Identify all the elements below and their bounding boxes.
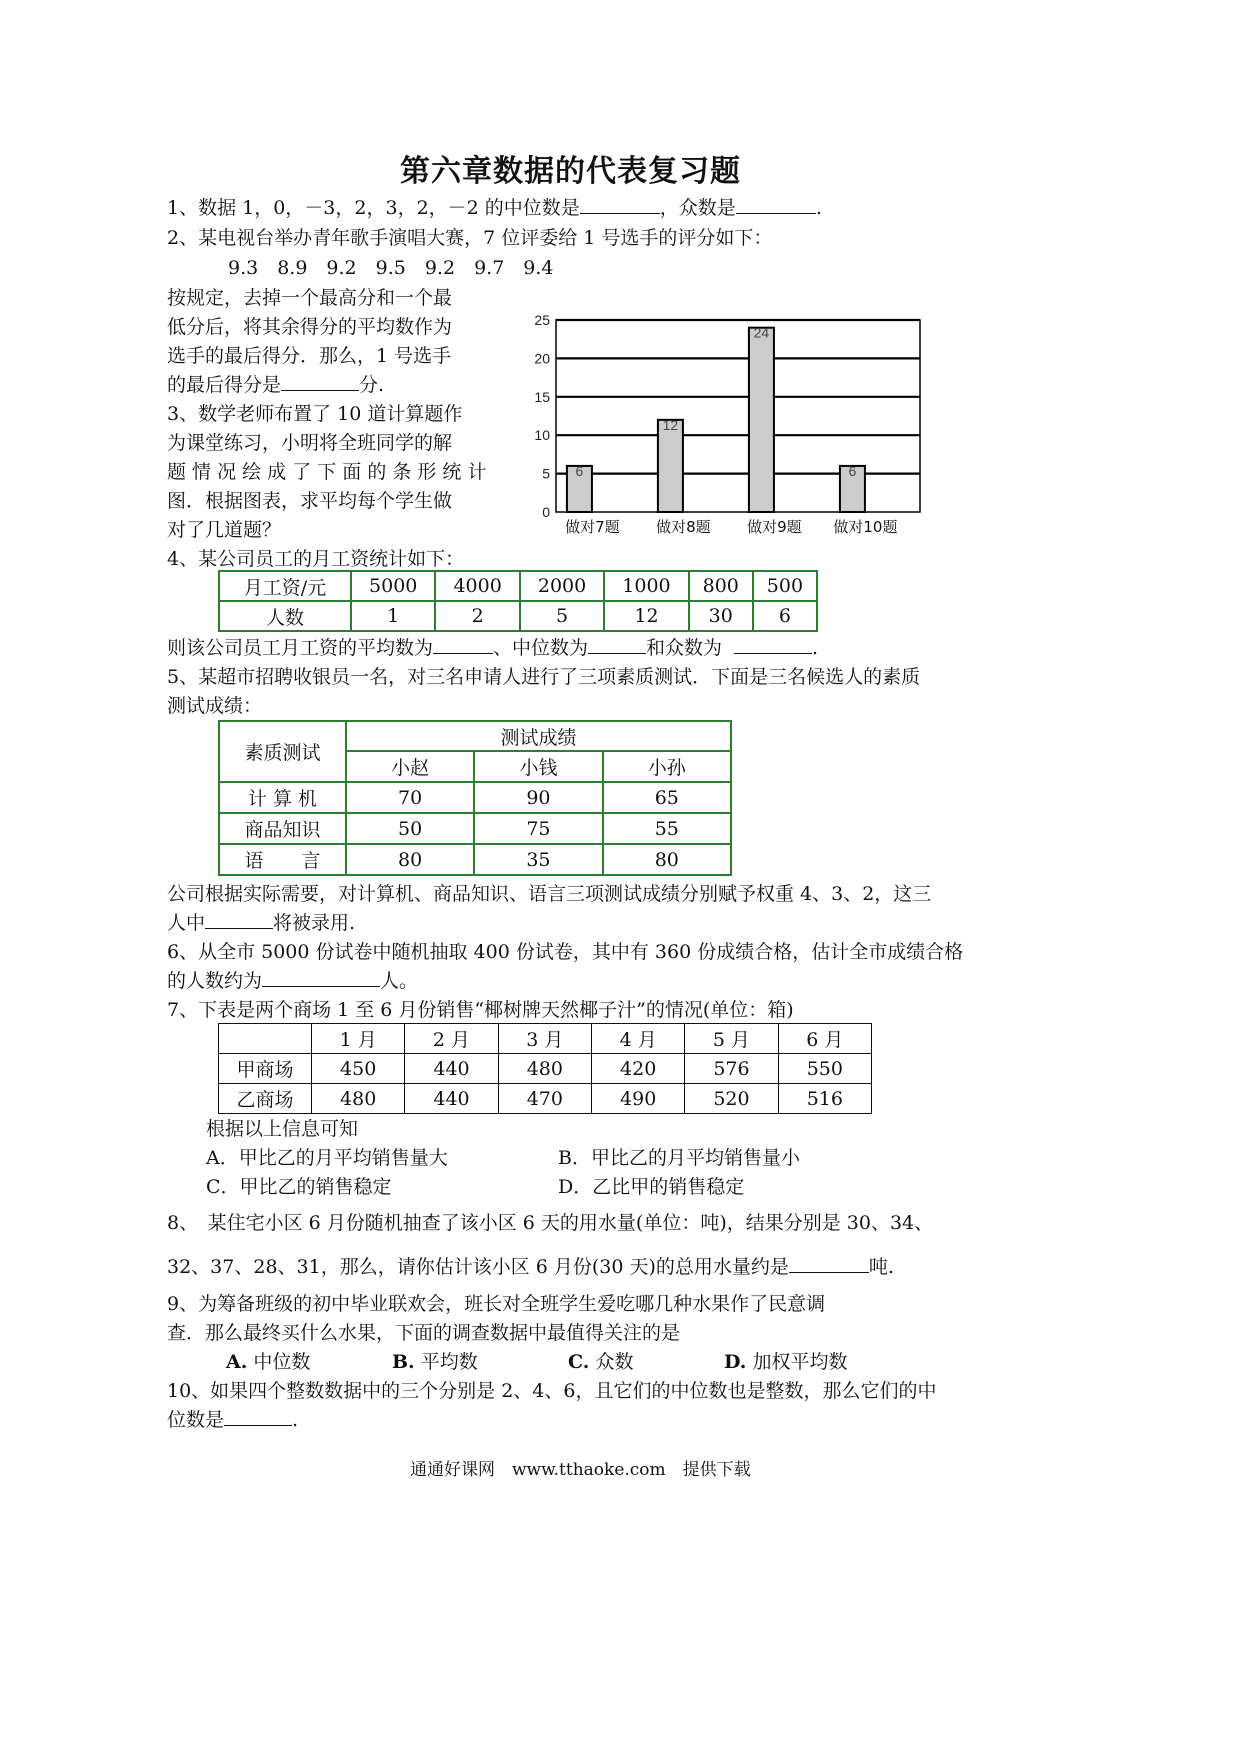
score-cell: 80 xyxy=(346,844,474,875)
sales-month: 4 月 xyxy=(591,1024,684,1054)
sales-cell: 440 xyxy=(405,1054,498,1084)
sales-month: 3 月 xyxy=(498,1024,591,1054)
q9-option-d[interactable] xyxy=(724,1346,847,1378)
bar-chart xyxy=(520,300,940,545)
salary-table xyxy=(218,570,818,632)
sales-table xyxy=(218,1023,872,1114)
sales-cell: 420 xyxy=(591,1054,684,1084)
q5-text-b: 将被录用. xyxy=(273,912,356,934)
sales-cell: 520 xyxy=(685,1084,778,1114)
bar-data-label: 6 xyxy=(848,462,857,479)
sales-cell: 480 xyxy=(498,1054,591,1084)
score-cell: 65 xyxy=(603,782,731,813)
candidate-name: 小孙 xyxy=(603,751,731,782)
score-cell: 70 xyxy=(346,782,474,813)
q3-line-4: 图．根据图表，求平均每个学生做 xyxy=(167,490,453,512)
sales-cell: 440 xyxy=(405,1084,498,1114)
q9-line-1: 9、为筹备班级的初中毕业联欢会，班长对全班学生爱吃哪几种水果作了民意调 xyxy=(167,1293,826,1315)
q8-line-1: 8、 某住宅小区 6 月份随机抽查了该小区 6 天的用水量(单位：吨)，结果分别是 30、34、 xyxy=(167,1212,934,1234)
q5-blank-hired[interactable] xyxy=(205,908,273,929)
sales-month: 6 月 xyxy=(778,1024,871,1054)
q5-after-2 xyxy=(167,907,355,939)
q2-line-1: 2、某电视台举办青年歌手演唱大赛，7 位评委给 1 号选手的评分如下： xyxy=(167,227,773,249)
sales-cell: 550 xyxy=(778,1054,871,1084)
q1-blank-mode[interactable] xyxy=(736,193,816,214)
q2-line-3: 低分后，将其余得分的平均数作为 xyxy=(167,316,453,338)
y-tick-label: 20 xyxy=(534,350,550,367)
salary-cell: 800 xyxy=(689,571,753,601)
page-title: 第六章数据的代表复习题 xyxy=(400,154,741,189)
q1-text-a: 1、数据 1，0，－3，2，3，2，－2 的中位数是 xyxy=(167,197,580,219)
bar-data-label: 12 xyxy=(662,416,679,433)
salary-cell: 5000 xyxy=(351,571,435,601)
q4-intro: 4、某公司员工的月工资统计如下： xyxy=(167,548,465,570)
bar-data-label: 24 xyxy=(753,324,770,341)
q7-option-c[interactable]: C．甲比乙的销售稳定 xyxy=(206,1176,392,1198)
q5-line-1: 5、某超市招聘收银员一名，对三名申请人进行了三项素质测试．下面是三名候选人的素质 xyxy=(167,666,921,688)
score-cell: 50 xyxy=(346,813,474,844)
q8-line-2 xyxy=(167,1251,894,1283)
q2-blank-score[interactable] xyxy=(281,370,359,391)
y-tick-label: 15 xyxy=(534,388,550,405)
score-row xyxy=(219,844,731,875)
sales-month: 2 月 xyxy=(405,1024,498,1054)
q2-line-5 xyxy=(167,369,384,401)
sales-month: 5 月 xyxy=(685,1024,778,1054)
q4-text-a: 则该公司员工月工资的平均数为 xyxy=(167,637,434,659)
q8-text-a: 32、37、28、31，那么，请你估计该小区 6 月份(30 天)的总用水量约是 xyxy=(167,1256,789,1278)
q3-line-1: 3、数学老师布置了 10 道计算题作 xyxy=(167,403,463,425)
x-category-label: 做对8题 xyxy=(656,518,711,536)
page-footer: 通通好课网 www.tthaoke.com 提供下载 xyxy=(410,1460,751,1480)
score-row xyxy=(219,782,731,813)
q4-question xyxy=(167,632,818,664)
x-category-label: 做对10题 xyxy=(833,518,898,536)
salary-cell: 1000 xyxy=(604,571,688,601)
score-cell: 75 xyxy=(474,813,602,844)
q4-blank-mode[interactable] xyxy=(734,633,812,654)
q9-option-c[interactable] xyxy=(568,1346,633,1378)
x-category-label: 做对7题 xyxy=(565,518,620,536)
candidate-name: 小赵 xyxy=(346,751,474,782)
sales-row-label: 乙商场 xyxy=(219,1084,312,1114)
q9-option-a-letter: A. xyxy=(226,1351,248,1373)
q9-option-a[interactable] xyxy=(226,1346,310,1378)
q1-blank-median[interactable] xyxy=(580,193,660,214)
q8-text-b: 吨. xyxy=(868,1256,894,1278)
candidate-name: 小钱 xyxy=(474,751,602,782)
q3-line-3: 题 情 况 绘 成 了 下 面 的 条 形 统 计 xyxy=(167,461,487,483)
q6-text-a: 的人数约为 xyxy=(167,970,263,992)
headcount-cell: 1 xyxy=(351,601,435,631)
q4-blank-mean[interactable] xyxy=(433,633,493,654)
q10-blank-median[interactable] xyxy=(224,1405,292,1426)
salary-cell: 500 xyxy=(753,571,817,601)
q3-line-2: 为课堂练习，小明将全班同学的解 xyxy=(167,432,453,454)
q2-line-2: 按规定，去掉一个最高分和一个最 xyxy=(167,287,453,309)
score-cell: 80 xyxy=(603,844,731,875)
q9-option-b-text: 平均数 xyxy=(420,1351,478,1373)
sales-cell: 490 xyxy=(591,1084,684,1114)
sales-header-empty xyxy=(219,1024,312,1054)
score-header-row xyxy=(219,721,731,751)
q7-intro: 7、下表是两个商场 1 至 6 月份销售“椰树牌天然椰子汁”的情况(单位：箱) xyxy=(167,999,794,1021)
q5-text-a: 人中 xyxy=(167,912,206,934)
headcount-cell: 人数 xyxy=(219,601,351,631)
y-tick-label: 5 xyxy=(542,465,550,482)
score-row-label: 商品知识 xyxy=(219,813,346,844)
y-tick-label: 25 xyxy=(534,312,550,328)
score-header-test: 素质测试 xyxy=(219,721,346,782)
q6-line-1: 6、从全市 5000 份试卷中随机抽取 400 份试卷，其中有 360 份成绩合格，估计全市成绩合格 xyxy=(167,941,964,963)
q9-option-a-text: 中位数 xyxy=(253,1351,311,1373)
salary-cell: 月工资/元 xyxy=(219,571,351,601)
headcount-cell: 6 xyxy=(753,601,817,631)
bar xyxy=(749,328,774,512)
sales-cell: 450 xyxy=(312,1054,405,1084)
q7-option-a[interactable]: A．甲比乙的月平均销售量大 xyxy=(206,1147,448,1169)
q6-blank-count[interactable] xyxy=(262,966,380,987)
q9-option-d-text: 加权平均数 xyxy=(752,1351,848,1373)
q7-option-b[interactable]: B．甲比乙的月平均销售量小 xyxy=(558,1147,800,1169)
q4-text-d: . xyxy=(812,637,819,659)
q2-line-4: 选手的最后得分．那么，1 号选手 xyxy=(167,345,452,367)
salary-cell: 2000 xyxy=(520,571,604,601)
q5-line-2: 测试成绩： xyxy=(167,695,263,717)
headcount-cell: 30 xyxy=(689,601,753,631)
bar xyxy=(658,420,683,512)
q4-text-c: 和众数为 xyxy=(646,637,723,659)
q10-text-a: 位数是 xyxy=(167,1409,225,1431)
q10-text-b: . xyxy=(292,1409,299,1431)
q10-line-1: 10、如果四个整数数据中的三个分别是 2、4、6，且它们的中位数也是整数，那么它们的中 xyxy=(167,1380,937,1402)
sales-header-row xyxy=(219,1024,872,1054)
sales-month: 1 月 xyxy=(312,1024,405,1054)
score-row-label: 语 言 xyxy=(219,844,346,875)
sales-row xyxy=(219,1084,872,1114)
q1-text-c: . xyxy=(815,197,822,219)
q2-answer-suffix: 分. xyxy=(359,374,385,396)
sales-cell: 516 xyxy=(778,1084,871,1114)
q6-line-2 xyxy=(167,965,418,997)
score-cell: 90 xyxy=(474,782,602,813)
q4-blank-median[interactable] xyxy=(588,633,646,654)
q9-option-c-letter: C. xyxy=(568,1351,590,1373)
q2-scores: 9.3 8.9 9.2 9.5 9.2 9.7 9.4 xyxy=(228,257,554,279)
q7-option-d[interactable]: D．乙比甲的销售稳定 xyxy=(558,1176,745,1198)
score-row xyxy=(219,813,731,844)
sales-cell: 470 xyxy=(498,1084,591,1114)
q5-after-1: 公司根据实际需要，对计算机、商品知识、语言三项测试成绩分别赋予权重 4、3、2，这三 xyxy=(167,883,932,905)
headcount-cell: 2 xyxy=(435,601,519,631)
score-table xyxy=(218,720,732,876)
q3-line-5: 对了几道题？ xyxy=(167,519,282,541)
q9-option-b-letter: B. xyxy=(392,1351,415,1373)
headcount-row xyxy=(219,601,817,631)
q10-line-2 xyxy=(167,1404,298,1436)
score-cell: 35 xyxy=(474,844,602,875)
q9-line-2: 查．那么最终买什么水果，下面的调查数据中最值得关注的是 xyxy=(167,1322,681,1344)
headcount-cell: 12 xyxy=(604,601,688,631)
q8-blank-total[interactable] xyxy=(789,1252,869,1273)
q1-text-b: ，众数是 xyxy=(659,197,736,219)
q2-answer-prefix: 的最后得分是 xyxy=(167,374,282,396)
q9-option-c-text: 众数 xyxy=(595,1351,634,1373)
sales-cell: 576 xyxy=(685,1054,778,1084)
salary-cell: 4000 xyxy=(435,571,519,601)
salary-row xyxy=(219,571,817,601)
q9-option-b[interactable] xyxy=(392,1346,478,1378)
sales-row-label: 甲商场 xyxy=(219,1054,312,1084)
score-header-results: 测试成绩 xyxy=(346,721,731,751)
bar-data-label: 6 xyxy=(575,462,584,479)
y-tick-label: 10 xyxy=(534,427,550,444)
x-category-label: 做对9题 xyxy=(747,518,802,536)
question-1 xyxy=(167,192,822,224)
q4-text-b: 、中位数为 xyxy=(493,637,589,659)
q9-option-d-letter: D. xyxy=(724,1351,747,1373)
q7-tail: 根据以上信息可知 xyxy=(206,1118,359,1140)
q6-text-b: 人。 xyxy=(380,970,419,992)
sales-row xyxy=(219,1054,872,1084)
score-row-label: 计 算 机 xyxy=(219,782,346,813)
score-cell: 55 xyxy=(603,813,731,844)
y-tick-label: 0 xyxy=(542,504,550,520)
sales-cell: 480 xyxy=(312,1084,405,1114)
headcount-cell: 5 xyxy=(520,601,604,631)
